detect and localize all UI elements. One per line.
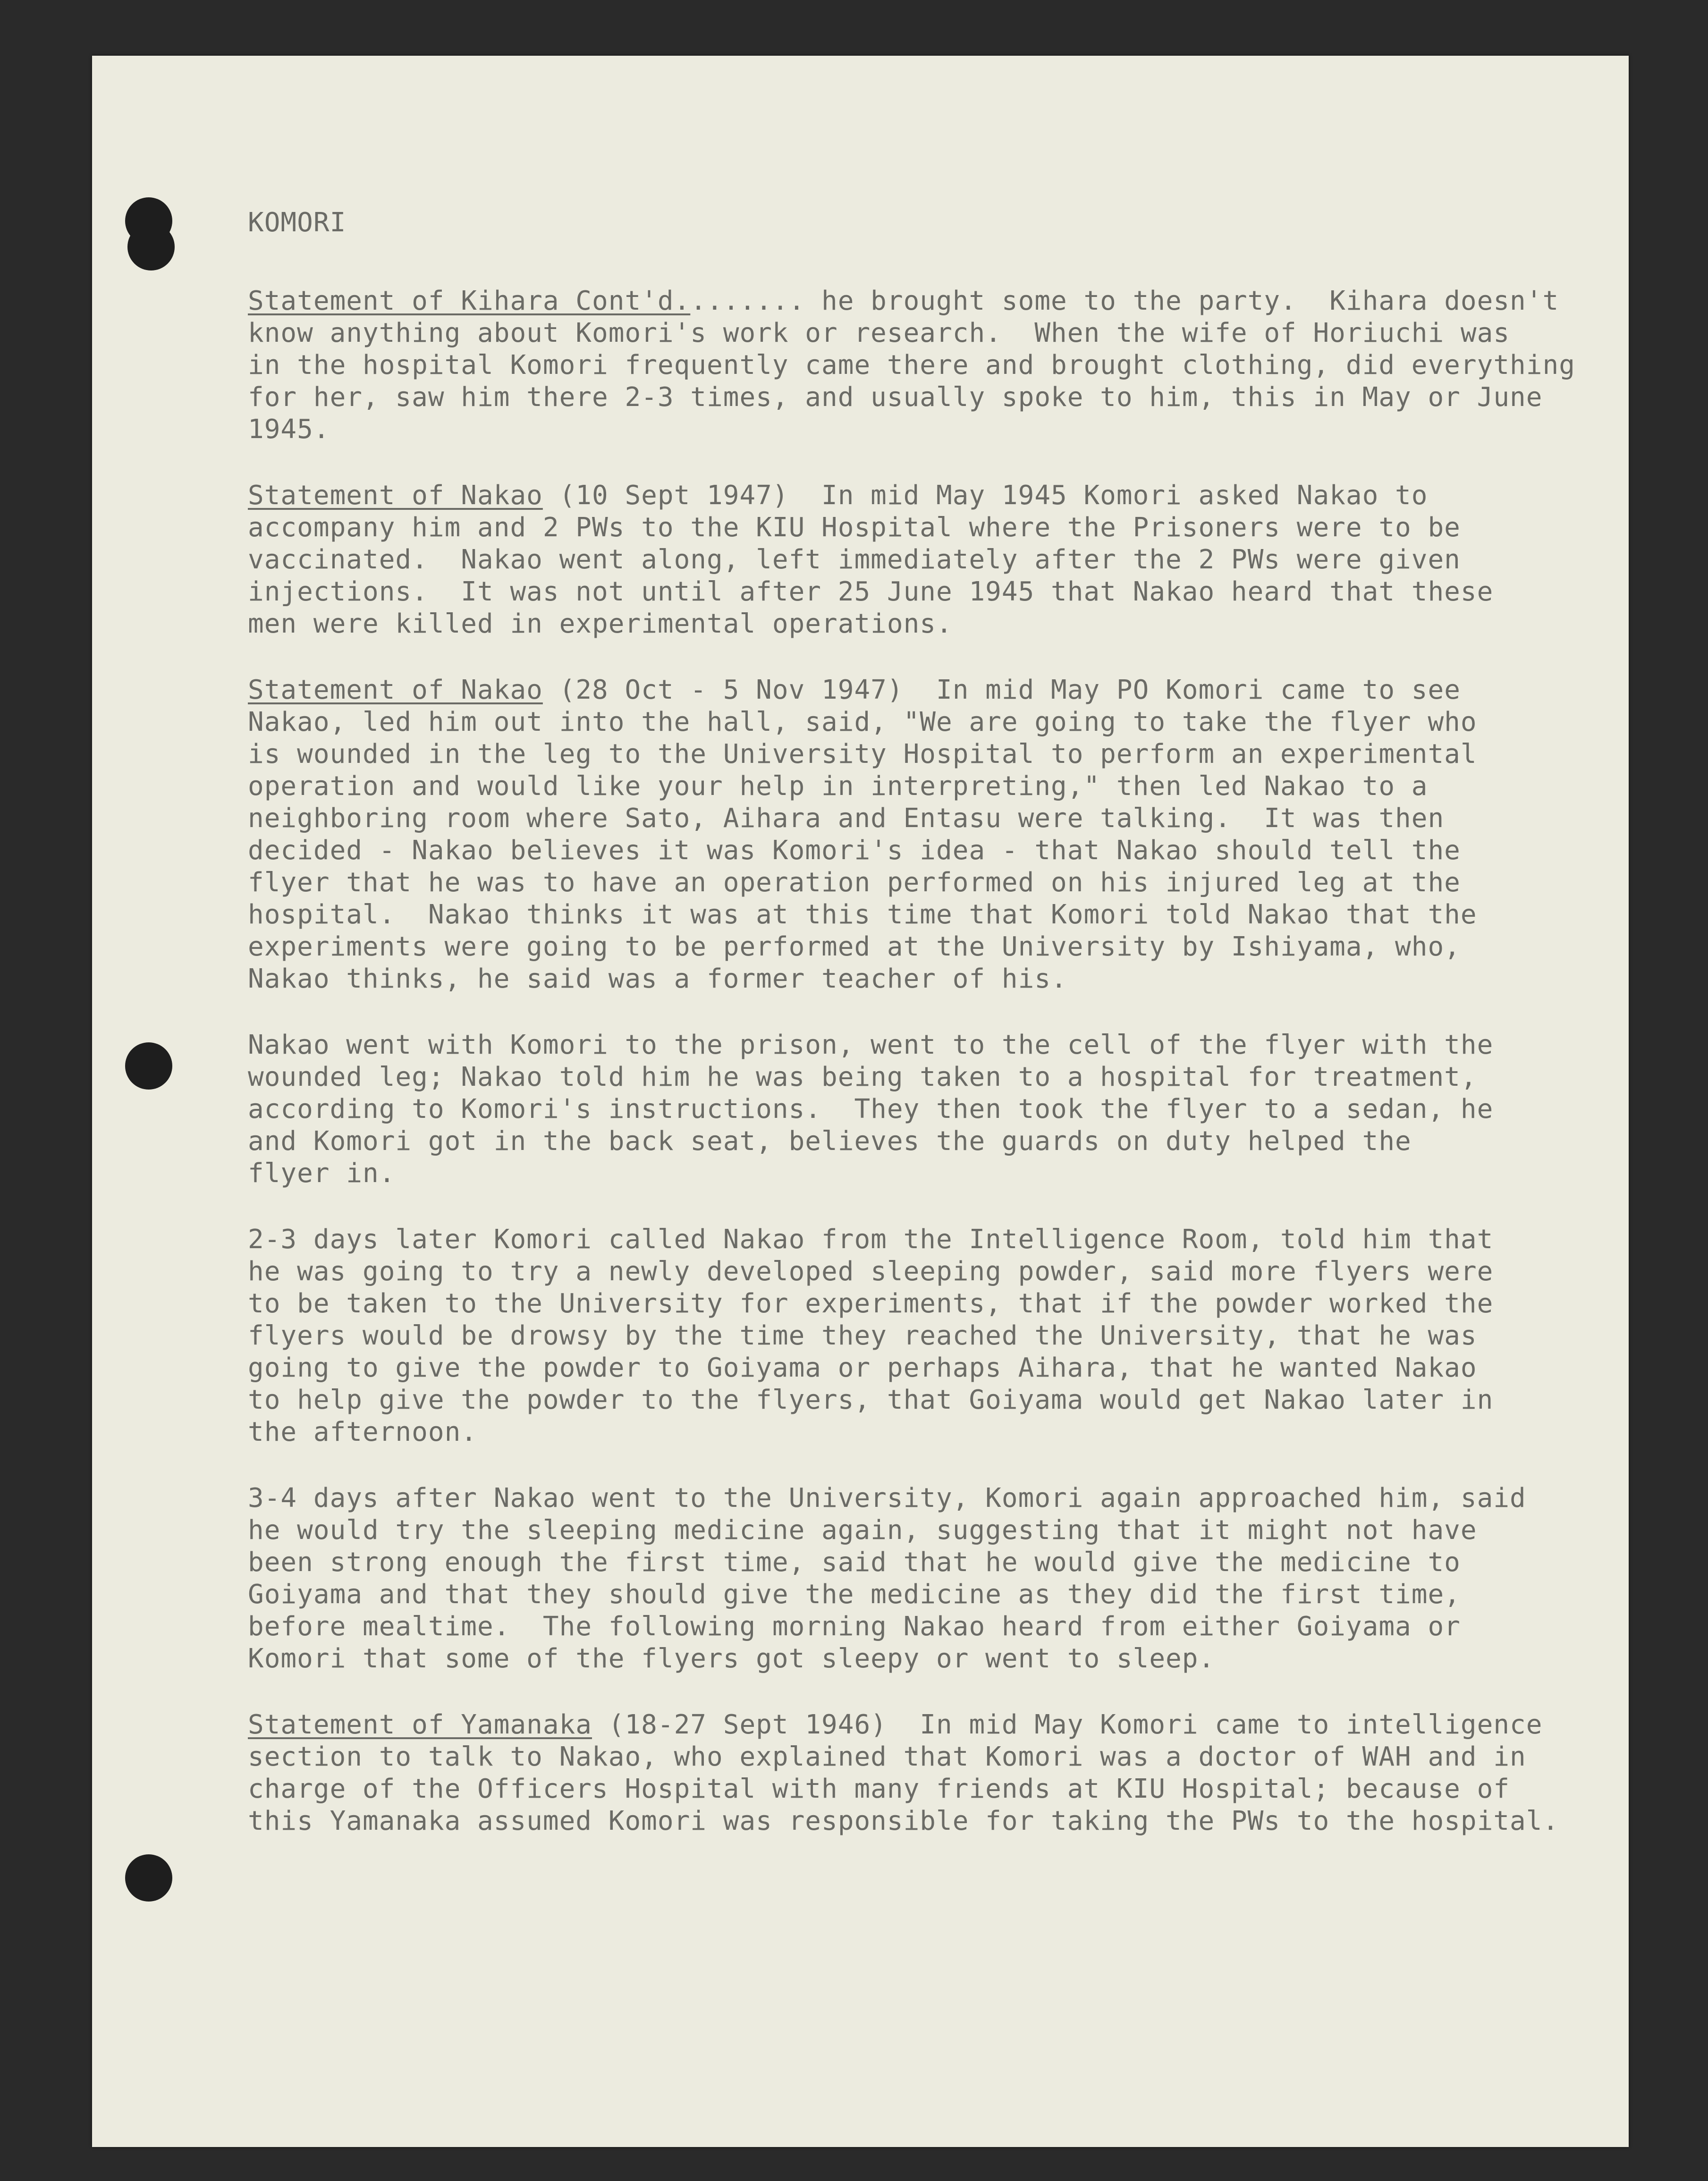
line-text: flyers would be drowsy by the time they reached the University, that he was (248, 1320, 1477, 1351)
line-text: to help give the powder to the flyers, that Goiyama would get Nakao later in (248, 1385, 1494, 1415)
line-text: he would try the sleeping medicine again, suggesting that it might not have (248, 1515, 1477, 1546)
line-text: according to Komori's instructions. They then took the flyer to a sedan, he (248, 1094, 1494, 1124)
text-line (248, 285, 1612, 317)
line-text: and Komori got in the back seat, believes the guards on duty helped the (248, 1126, 1412, 1157)
text-line (248, 738, 1612, 770)
line-text: neighboring room where Sato, Aihara and Entasu were talking. It was then (248, 803, 1445, 834)
text-line (248, 931, 1612, 963)
text-line (248, 1125, 1612, 1158)
line-text: flyer in. (248, 1158, 396, 1189)
punch-hole-middle (125, 1042, 172, 1090)
line-text: operation and would like your help in interpreting," then led Nakao to a (248, 771, 1428, 802)
line-text: (28 Oct - 5 Nov 1947) In mid May PO Komori came to see (542, 675, 1461, 705)
line-text: (10 Sept 1947) In mid May 1945 Komori asked Nakao to (542, 480, 1428, 511)
text-line (248, 480, 1612, 512)
text-line (248, 1061, 1612, 1093)
line-text: Komori that some of the flyers got sleepy or went to sleep. (248, 1643, 1215, 1674)
text-line (248, 899, 1612, 931)
paragraph (248, 674, 1612, 995)
line-text: before mealtime. The following morning Nakao heard from either Goiyama or (248, 1611, 1461, 1642)
text-line (248, 1029, 1612, 1061)
text-line (248, 349, 1612, 381)
punch-hole-bottom (125, 1854, 172, 1902)
line-text: men were killed in experimental operations. (248, 609, 953, 639)
line-text: 3-4 days after Nakao went to the University, Komori again approached him, said (248, 1483, 1526, 1513)
text-line (248, 1158, 1612, 1190)
line-text: the afternoon. (248, 1417, 478, 1447)
line-text: is wounded in the leg to the University Hospital to perform an experimental (248, 739, 1477, 769)
text-line (248, 1093, 1612, 1125)
line-text: (18-27 Sept 1946) In mid May Komori came to intelligence (592, 1709, 1543, 1740)
paragraph-list (248, 285, 1612, 1837)
text-line (248, 1773, 1612, 1805)
line-text: accompany him and 2 PWs to the KIU Hospital where the Prisoners were to be (248, 512, 1461, 543)
text-line (248, 1643, 1612, 1675)
text-line (248, 1352, 1612, 1384)
text-line (248, 1514, 1612, 1547)
document-header: KOMORI (248, 207, 347, 238)
text-line (248, 835, 1612, 867)
text-line (248, 414, 1612, 446)
text-line (248, 1579, 1612, 1611)
text-line (248, 544, 1612, 576)
text-line (248, 1256, 1612, 1288)
line-text: Nakao, led him out into the hall, said, "We are going to take the flyer who (248, 707, 1477, 737)
text-line (248, 1224, 1612, 1256)
text-line (248, 803, 1612, 835)
text-line (248, 381, 1612, 414)
text-line (248, 512, 1612, 544)
text-line (248, 770, 1612, 803)
document-page (92, 56, 1629, 2147)
text-line (248, 1288, 1612, 1320)
paragraph (248, 480, 1612, 640)
line-text: Nakao thinks, he said was a former teacher of his. (248, 964, 1067, 994)
line-text: he was going to try a newly developed sleeping powder, said more flyers were (248, 1256, 1494, 1287)
line-text: charge of the Officers Hospital with many friends at KIU Hospital; because of (248, 1774, 1510, 1804)
document-body (248, 207, 1612, 1871)
line-text: experiments were going to be performed at the University by Ishiyama, who, (248, 931, 1461, 962)
line-text: flyer that he was to have an operation performed on his injured leg at the (248, 867, 1461, 898)
paragraph (248, 1029, 1612, 1190)
text-line (248, 317, 1612, 349)
statement-label: Statement of Nakao (248, 675, 543, 705)
line-text: 1945. (248, 414, 330, 445)
text-line (248, 963, 1612, 995)
line-text: section to talk to Nakao, who explained that Komori was a doctor of WAH and in (248, 1741, 1526, 1772)
line-text: for her, saw him there 2-3 times, and usually spoke to him, this in May or June (248, 382, 1543, 413)
statement-label: Statement of Yamanaka (248, 1709, 592, 1740)
line-text: know anything about Komori's work or research. When the wife of Horiuchi was (248, 318, 1510, 348)
line-text: hospital. Nakao thinks it was at this time that Komori told Nakao that the (248, 899, 1477, 930)
line-text: injections. It was not until after 25 June 1945 that Nakao heard that these (248, 576, 1494, 607)
line-text: ....... he brought some to the party. Kihara doesn't (690, 286, 1559, 316)
line-text: in the hospital Komori frequently came there and brought clothing, did everything (248, 350, 1575, 380)
line-text: Goiyama and that they should give the medicine as they did the first time, (248, 1579, 1461, 1610)
text-line (248, 1805, 1612, 1837)
text-line (248, 1416, 1612, 1448)
line-text: vaccinated. Nakao went along, left immediately after the 2 PWs were given (248, 544, 1461, 575)
line-text: 2-3 days later Komori called Nakao from the Intelligence Room, told him that (248, 1224, 1494, 1255)
text-line (248, 674, 1612, 706)
text-line (248, 867, 1612, 899)
paragraph (248, 1224, 1612, 1448)
text-line (248, 1384, 1612, 1416)
line-text: wounded leg; Nakao told him he was being taken to a hospital for treatment, (248, 1062, 1477, 1092)
line-text: Nakao went with Komori to the prison, went to the cell of the flyer with the (248, 1030, 1494, 1060)
paragraph (248, 1482, 1612, 1675)
text-line (248, 1709, 1612, 1741)
text-line (248, 1611, 1612, 1643)
text-line (248, 1741, 1612, 1773)
paragraph (248, 1709, 1612, 1837)
statement-label: Statement of Nakao (248, 480, 543, 511)
line-text: to be taken to the University for experiments, that if the powder worked the (248, 1288, 1494, 1319)
text-line (248, 576, 1612, 608)
line-text: been strong enough the first time, said that he would give the medicine to (248, 1547, 1461, 1578)
statement-label: Statement of Kihara Cont'd. (248, 286, 691, 316)
text-line (248, 706, 1612, 738)
punch-hole-top-lower (127, 223, 175, 271)
text-line (248, 608, 1612, 640)
text-line (248, 1482, 1612, 1514)
line-text: decided - Nakao believes it was Komori's idea - that Nakao should tell the (248, 835, 1461, 866)
paragraph (248, 285, 1612, 446)
line-text: going to give the powder to Goiyama or perhaps Aihara, that he wanted Nakao (248, 1353, 1477, 1383)
text-line (248, 1320, 1612, 1352)
text-line (248, 1547, 1612, 1579)
line-text: this Yamanaka assumed Komori was responsible for taking the PWs to the hospital. (248, 1806, 1559, 1836)
